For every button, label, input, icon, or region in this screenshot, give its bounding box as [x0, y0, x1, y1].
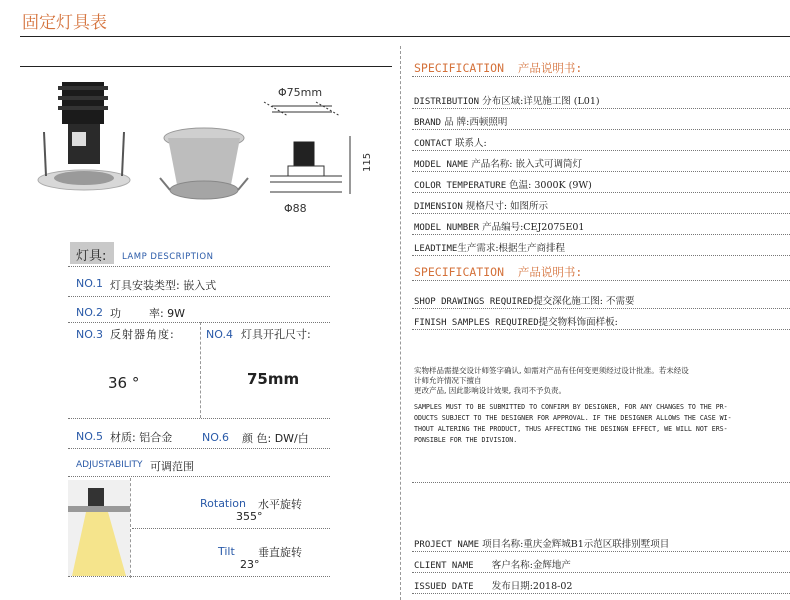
tilt-label-en: Tilt — [218, 545, 235, 558]
spec-row-label: DISTRIBUTION — [414, 97, 480, 107]
left-top-rule — [20, 66, 392, 67]
title-underline — [20, 36, 790, 37]
note-line: 实物样品需提交设计师签字确认, 如需对产品有任何变更须经过设计批准。若未经设 — [414, 366, 689, 375]
project-name: 项目名称:重庆金辉城B1示范区联排别墅项目 — [482, 539, 670, 550]
spec-row-label: BRAND — [414, 118, 442, 128]
project-row — [414, 536, 669, 550]
req-row — [414, 314, 618, 328]
adjustability-cn: 可调范围 — [150, 460, 194, 473]
downlight-photo — [38, 82, 130, 190]
issued-date: 发布日期:2018-02 — [491, 581, 573, 592]
spec-header-2-cn: 产品说明书: — [517, 265, 583, 279]
row-num-3: NO.3 — [76, 328, 103, 341]
adjustability-en: ADJUSTABILITY — [76, 460, 143, 470]
spec-row-text: 联系人: — [454, 138, 487, 149]
req-row-text: 提交物料饰面样板: — [538, 317, 618, 328]
diameter-top-label: Φ75mm — [278, 86, 323, 99]
divider — [412, 329, 790, 330]
divider — [68, 476, 330, 477]
req-row-label: SHOP DRAWINGS REQUIRED — [414, 297, 534, 307]
divider — [412, 76, 790, 77]
divider — [412, 572, 790, 573]
divider — [130, 478, 131, 578]
row-num-2: NO.2 — [76, 306, 103, 319]
divider — [412, 280, 790, 281]
divider — [132, 528, 330, 529]
divider — [68, 322, 330, 323]
spec-header-1-en: SPECIFICATION — [414, 61, 505, 75]
row-label-3: 反射器角度: — [110, 328, 175, 341]
spec-row-text: 产品名称: 嵌入式可调筒灯 — [471, 159, 582, 170]
note-line: 计师允许情况下擅自 — [414, 376, 482, 385]
note-line: PONSIBLE FOR THE DIVISION. — [414, 436, 518, 444]
row-num-6: NO.6 — [202, 431, 229, 444]
spec-header-2-en: SPECIFICATION — [414, 265, 505, 279]
dimension-drawing — [264, 102, 350, 194]
client-row — [414, 557, 571, 571]
note-line: ODUCTS SUBJECT TO THE DESIGNER FOR APPROVAL. IF THE DESIGNER ALLOWS THE CASE WI- — [414, 414, 732, 422]
notes-cn — [414, 366, 774, 396]
divider — [68, 296, 330, 297]
req-row — [414, 293, 634, 307]
req-row-text: 提交深化施工图: 不需要 — [533, 296, 635, 307]
notes-en — [414, 402, 786, 446]
reflector-angle-value: 36 ° — [108, 374, 140, 392]
spec-row — [414, 177, 592, 191]
spec-row — [414, 198, 548, 212]
divider — [412, 551, 790, 552]
divider — [412, 308, 790, 309]
row-text-5: 材质: 铝合金 — [110, 431, 173, 444]
divider — [412, 171, 790, 172]
divider — [412, 150, 790, 151]
rotation-label-cn: 水平旋转 — [258, 498, 302, 511]
spec-header-1-cn: 产品说明书: — [517, 61, 583, 75]
spec-row — [414, 219, 584, 233]
spec-row-text: 规格尺寸: 如图所示 — [465, 201, 549, 212]
trim-photo — [160, 128, 248, 199]
divider — [412, 482, 790, 483]
spec-row-label: LEADTIME — [414, 244, 458, 254]
spec-row-text: 色温: 3000K (9W) — [509, 180, 592, 191]
divider — [412, 108, 790, 109]
spec-row-label: MODEL NUMBER — [414, 223, 480, 233]
spec-row-label: COLOR TEMPERATURE — [414, 181, 507, 191]
note-line: THOUT ALTERING THE PRODUCT, THUS AFFECTING THE DESINGN EFFECT, WE WILL NOT ERS- — [414, 425, 728, 433]
divider — [68, 448, 330, 449]
divider — [68, 266, 330, 267]
divider — [68, 418, 330, 419]
divider — [412, 234, 790, 235]
adjustability-illustration — [68, 480, 130, 576]
project-label: PROJECT NAME — [414, 540, 480, 550]
lamp-label-cn: 灯具: — [76, 249, 107, 264]
row-num-5: NO.5 — [76, 430, 103, 443]
diameter-bottom-label: Φ88 — [284, 202, 307, 215]
page-title: 固定灯具表 — [22, 13, 107, 33]
issued-label: ISSUED DATE — [414, 582, 474, 592]
divider — [412, 593, 790, 594]
client-label: CLIENT NAME — [414, 561, 474, 571]
column-divider — [400, 46, 401, 600]
cutout-size-value: 75mm — [247, 370, 300, 388]
product-drawings — [32, 72, 392, 232]
note-line: SAMPLES MUST TO BE SUBMITTED TO CONFIRM BY DESIGNER, FOR ANY CHANGES TO THE PR- — [414, 403, 728, 411]
spec-row-text: 生产需求:根据生产商排程 — [457, 243, 566, 254]
spec-header-2 — [414, 264, 582, 280]
req-row-label: FINISH SAMPLES REQUIRED — [414, 318, 539, 328]
tilt-value: 23° — [240, 558, 260, 571]
lamp-label-en: LAMP DESCRIPTION — [122, 252, 214, 262]
divider — [412, 129, 790, 130]
row-text-6: 颜 色: DW/白 — [242, 432, 309, 445]
divider — [412, 255, 790, 256]
lamp-label-box — [70, 242, 114, 264]
row-text-2: 功 率: 9W — [110, 307, 186, 320]
spec-row — [414, 156, 582, 170]
row-num-4: NO.4 — [206, 328, 233, 341]
spec-row — [414, 114, 507, 128]
note-line: 更改产品, 因此影响设计效果, 我司不予负责。 — [414, 386, 567, 395]
divider — [412, 192, 790, 193]
divider — [68, 576, 330, 577]
row-num-1: NO.1 — [76, 277, 103, 290]
spec-row — [414, 135, 487, 149]
spec-row-label: CONTACT — [414, 139, 452, 149]
rotation-label-en: Rotation — [200, 497, 247, 510]
spec-row — [414, 93, 600, 107]
rotation-value: 355° — [236, 510, 263, 523]
spec-row-label: DIMENSION — [414, 202, 463, 212]
client-name: 客户名称:金辉地产 — [491, 560, 571, 571]
spec-row-text: 产品编号:CEJ2075E01 — [482, 222, 585, 233]
height-label: 115 — [362, 152, 373, 172]
divider — [412, 213, 790, 214]
issued-row — [414, 578, 572, 592]
row-label-4: 灯具开孔尺寸: — [241, 328, 311, 341]
spec-row — [414, 240, 565, 254]
spec-row-text: 品 牌:西顿照明 — [444, 117, 508, 128]
spec-row-label: MODEL NAME — [414, 160, 469, 170]
tilt-label-cn: 垂直旋转 — [258, 546, 302, 559]
row-text-1: 灯具安装类型: 嵌入式 — [110, 279, 217, 292]
divider — [200, 322, 201, 418]
spec-header-1 — [414, 60, 582, 76]
spec-row-text: 分布区域:详见施工图 (L01) — [482, 96, 600, 107]
